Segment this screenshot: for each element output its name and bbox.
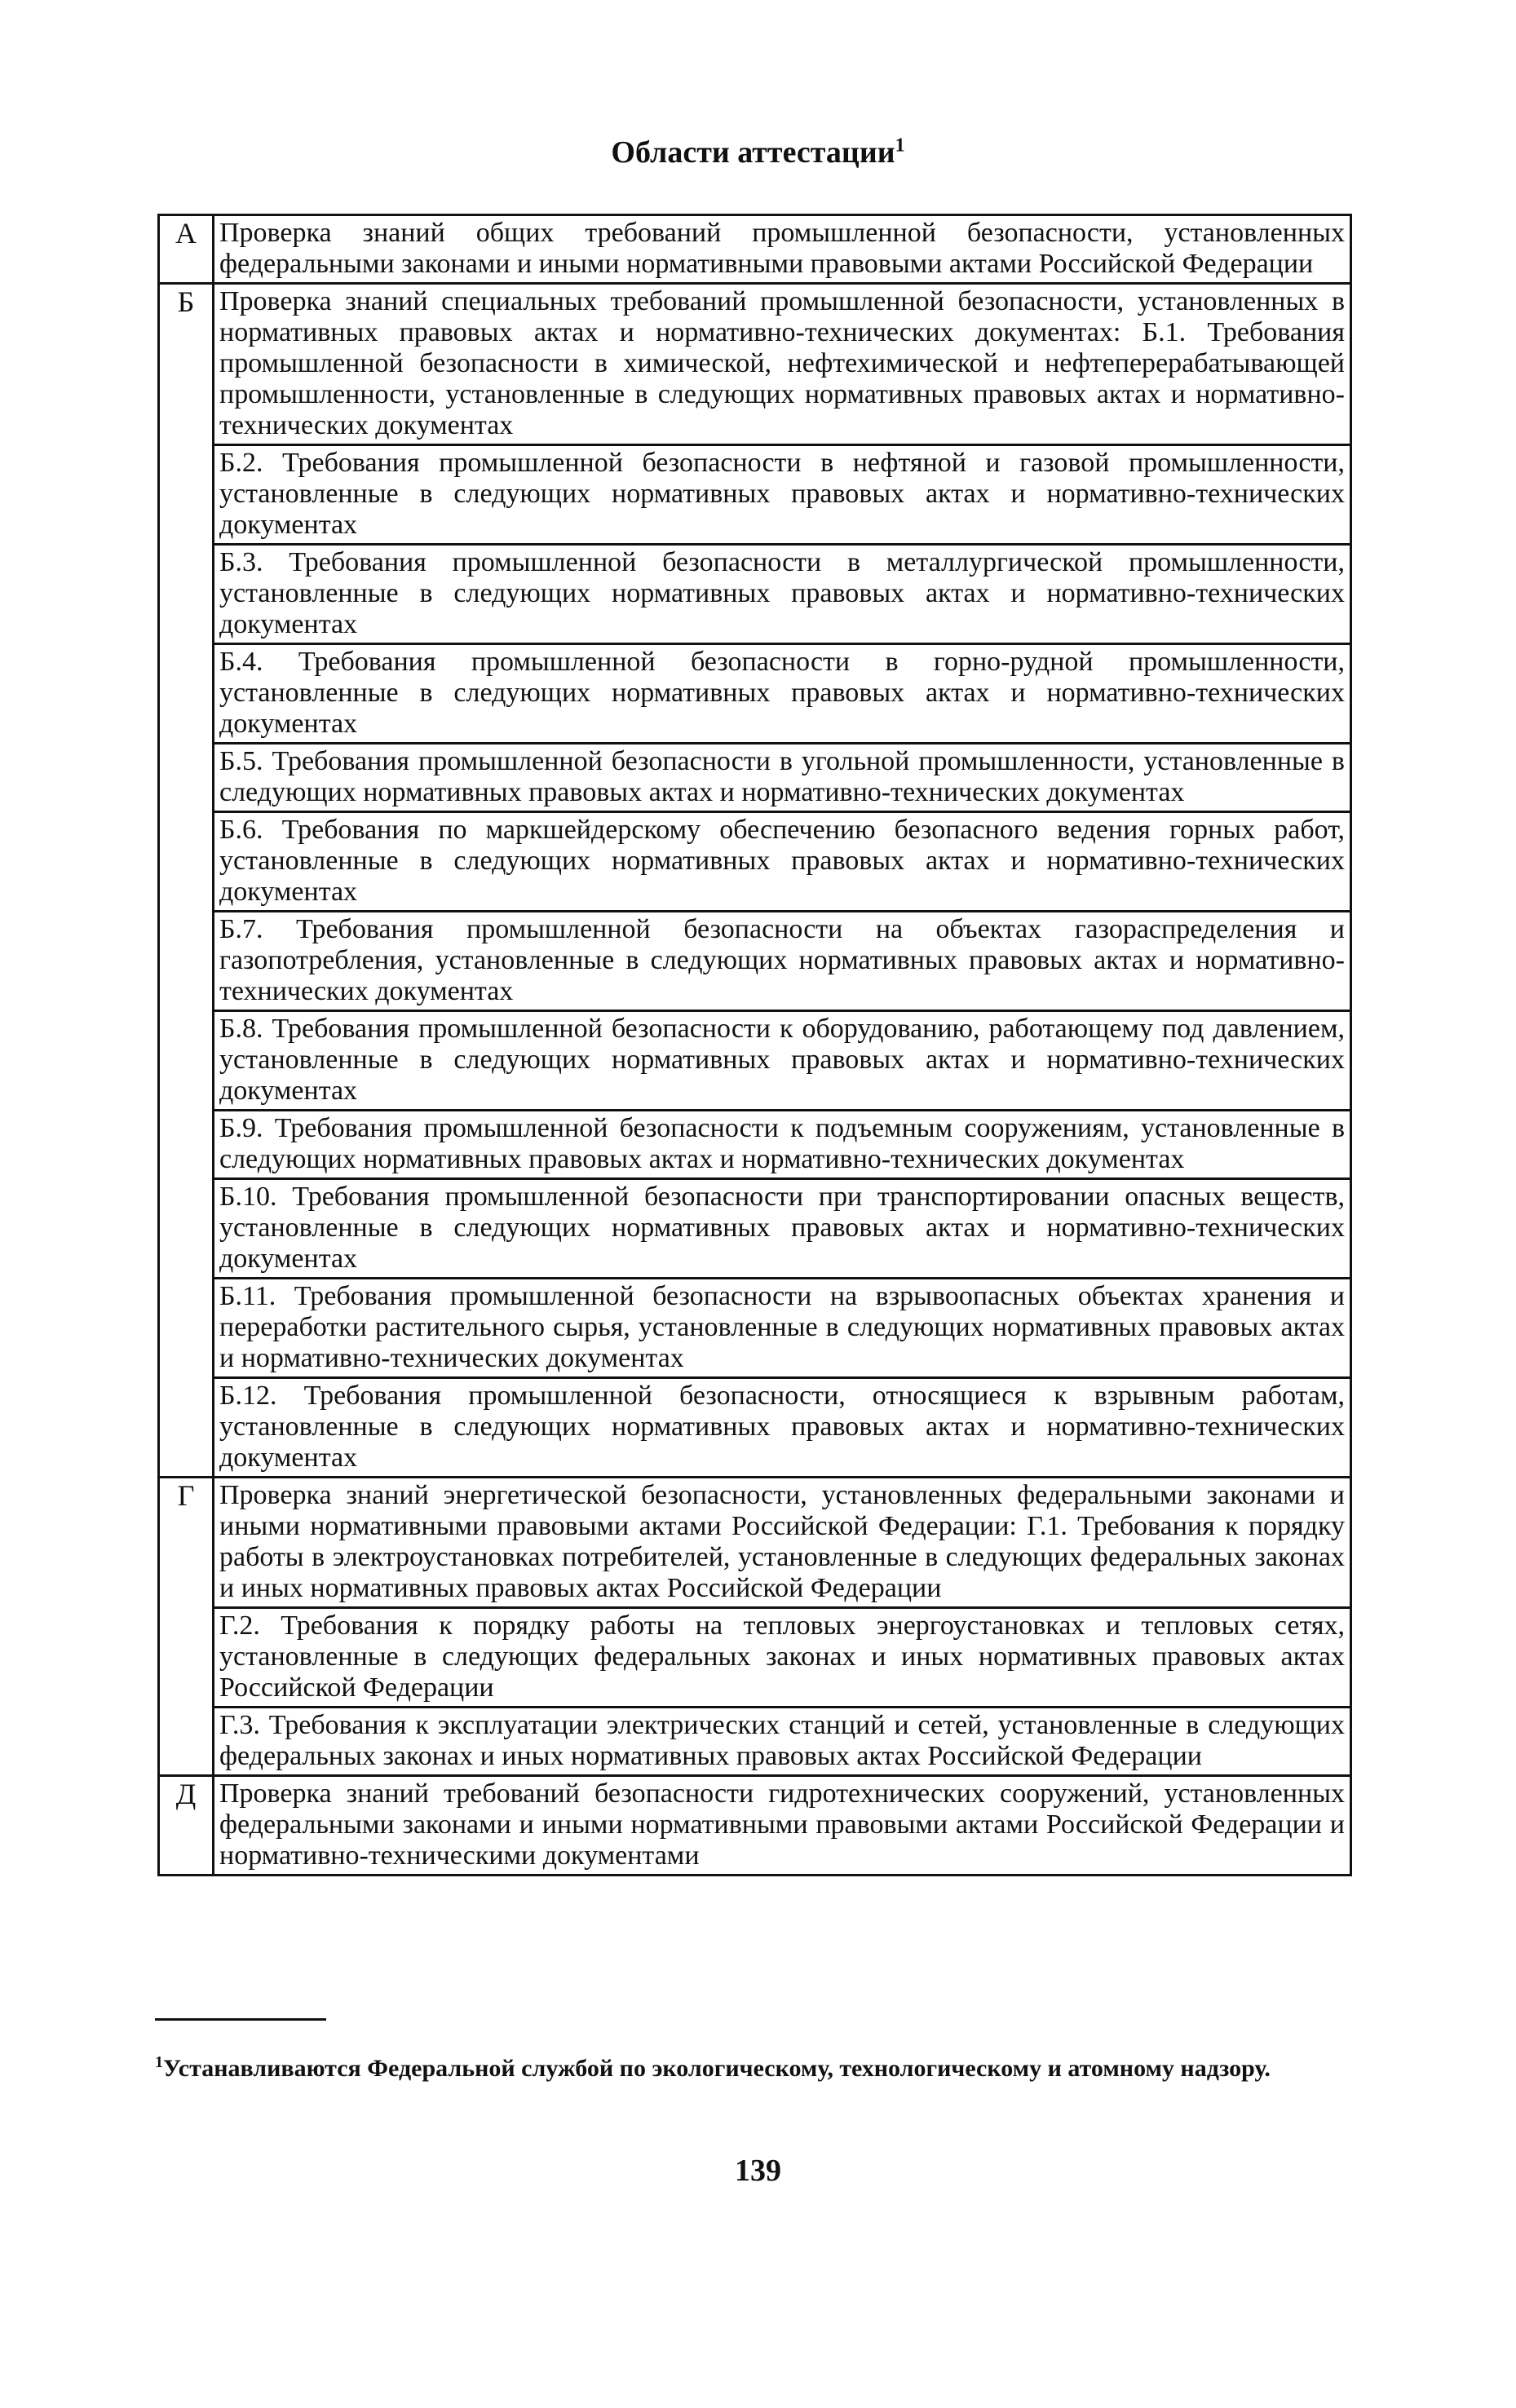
row-text: Г.3. Требования к эксплуатации электрических станций и сетей, установленные в следующих федеральных законах и иных нормативных правовых актах Российской Федерации bbox=[214, 1708, 1351, 1776]
footnote-divider bbox=[155, 2018, 326, 2021]
row-text: Б.11. Требования промышленной безопасности на взрывоопасных объектах хранения и переработки растительного сырья, установленные в следующих нормативных правовых актах и нормативно-технических документах bbox=[214, 1279, 1351, 1378]
row-letter: Д bbox=[159, 1776, 214, 1876]
table-row bbox=[159, 1279, 1351, 1378]
row-letter: Г bbox=[159, 1478, 214, 1776]
row-text: Б.9. Требования промышленной безопасности к подъемным сооружениям, установленные в следующих нормативных правовых актах и нормативно-технических документах bbox=[214, 1111, 1351, 1179]
row-text: Б.3. Требования промышленной безопасности в металлургической промышленности, установленные в следующих нормативных правовых актах и нормативно-технических документах bbox=[214, 545, 1351, 644]
table-row bbox=[159, 1776, 1351, 1876]
row-text: Проверка знаний требований безопасности гидротехнических сооружений, установленных федеральными законами и иными нормативными правовыми актами Российской Федерации и нормативно-техническими документами bbox=[214, 1776, 1351, 1876]
row-letter: А bbox=[159, 215, 214, 284]
attestation-areas-table bbox=[157, 214, 1352, 1876]
row-text: Проверка знаний специальных требований промышленной безопасности, установленных в нормативных правовых актах и нормативно-технических документах: Б.1. Требования промышленной безопасности в химической, нефтехимической и нефтеперерабатывающей промышленности, установленные в следующих нормативных правовых актах и нормативно-технических документах bbox=[214, 284, 1351, 445]
page-number: 139 bbox=[735, 2154, 781, 2188]
row-letter: Б bbox=[159, 284, 214, 1478]
table-row bbox=[159, 1378, 1351, 1478]
row-text: Проверка знаний энергетической безопасности, установленных федеральными законами и иными нормативными правовыми актами Российской Федерации: Г.1. Требования к порядку работы в электроустановках потребителей, установленные в следующих федеральных законах и иных нормативных правовых актах Российской Федерации bbox=[214, 1478, 1351, 1608]
table-row bbox=[159, 545, 1351, 644]
footnote-mark: 1 bbox=[155, 2053, 163, 2071]
row-text: Б.7. Требования промышленной безопасности на объектах газораспределения и газопотребления, установленные в следующих нормативных правовых актах и нормативно-технических документах bbox=[214, 912, 1351, 1011]
row-text: Проверка знаний общих требований промышленной безопасности, установленных федеральными законами и иными нормативными правовыми актами Российской Федерации bbox=[214, 215, 1351, 284]
table-row bbox=[159, 1608, 1351, 1708]
row-text: Г.2. Требования к порядку работы на тепловых энергоустановках и тепловых сетях, установленные в следующих федеральных законах и иных нормативных правовых актах Российской Федерации bbox=[214, 1608, 1351, 1708]
row-text: Б.6. Требования по маркшейдерскому обеспечению безопасного ведения горных работ, установленные в следующих нормативных правовых актах и нормативно-технических документах bbox=[214, 812, 1351, 912]
title-text: Области аттестации bbox=[611, 135, 895, 170]
table-row bbox=[159, 284, 1351, 445]
table-row bbox=[159, 744, 1351, 812]
footnote-text: Устанавливаются Федеральной службой по экологическому, технологическому и атомному надзору. bbox=[163, 2055, 1271, 2082]
table-row bbox=[159, 1708, 1351, 1776]
row-text: Б.5. Требования промышленной безопасности в угольной промышленности, установленные в следующих нормативных правовых актах и нормативно-технических документах bbox=[214, 744, 1351, 812]
table-row bbox=[159, 912, 1351, 1011]
title-footnote-mark: 1 bbox=[895, 135, 905, 157]
table-row bbox=[159, 1111, 1351, 1179]
table-row bbox=[159, 1179, 1351, 1279]
footnote bbox=[155, 2047, 1354, 2084]
row-text: Б.2. Требования промышленной безопасности в нефтяной и газовой промышленности, установленные в следующих нормативных правовых актах и нормативно-технических документах bbox=[214, 445, 1351, 545]
table-row bbox=[159, 1011, 1351, 1111]
page-title bbox=[0, 135, 1516, 170]
row-text: Б.10. Требования промышленной безопасности при транспортировании опасных веществ, установленные в следующих нормативных правовых актах и нормативно-технических документах bbox=[214, 1179, 1351, 1279]
table-row bbox=[159, 812, 1351, 912]
table-row bbox=[159, 445, 1351, 545]
table-row bbox=[159, 1478, 1351, 1608]
table-row bbox=[159, 215, 1351, 284]
row-text: Б.8. Требования промышленной безопасности к оборудованию, работающему под давлением, установленные в следующих нормативных правовых актах и нормативно-технических документах bbox=[214, 1011, 1351, 1111]
row-text: Б.4. Требования промышленной безопасности в горно-рудной промышленности, установленные в следующих нормативных правовых актах и нормативно-технических документах bbox=[214, 644, 1351, 744]
table-row bbox=[159, 644, 1351, 744]
row-text: Б.12. Требования промышленной безопасности, относящиеся к взрывным работам, установленные в следующих нормативных правовых актах и нормативно-технических документах bbox=[214, 1378, 1351, 1478]
